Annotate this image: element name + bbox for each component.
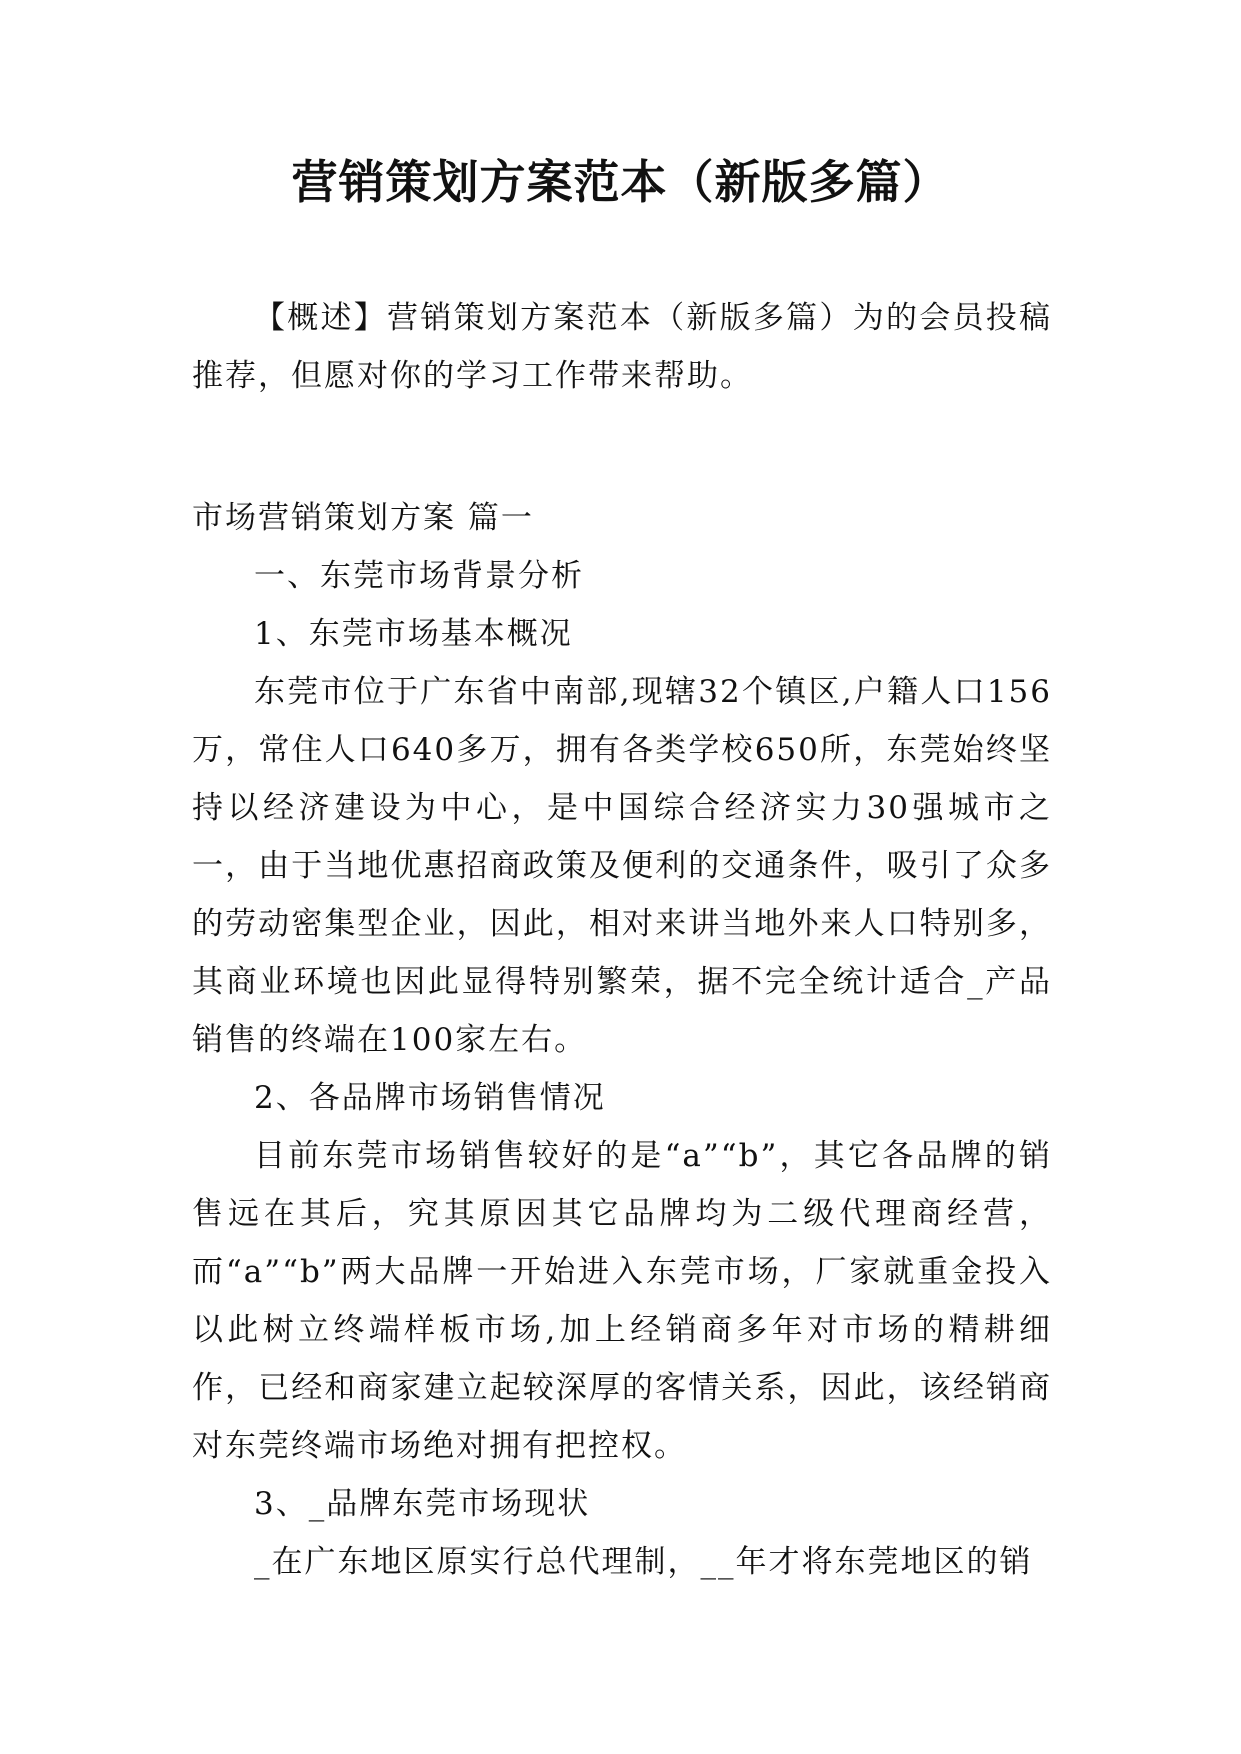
heading-market-overview: 1、东莞市场基本概况 [254,616,573,652]
heading-brand-sales: 2、各品牌市场销售情况 [254,1080,606,1116]
paragraph-gap [192,405,1052,489]
document-body [192,289,1052,1591]
paragraph-brand-sales: 目前东莞市场销售较好的是“a”“b”，其它各品牌的销售远在其后，究其原因其它品牌均为二级代理商经营，而“a”“b”两大品牌一开始进入东莞市场，厂家就重金投入以此树立终端样板市场,加上经销商多年对市场的精耕细作，已经和商家建立起较深厚的客情关系，因此，该经销商对东莞终端市场绝对拥有把控权。 [192,1138,1052,1464]
document-title: 营销策划方案范本（新版多篇） [291,155,950,209]
paragraph-brand-status: _在广东地区原实行总代理制，__年才将东莞地区的销 [254,1544,1033,1580]
heading-market-background: 一、东莞市场背景分析 [254,558,584,594]
summary-paragraph: 【概述】营销策划方案范本（新版多篇）为的会员投稿推荐，但愿对你的学习工作带来帮助。 [192,300,1052,394]
paragraph-market-overview: 东莞市位于广东省中南部,现辖32个镇区,户籍人口156万，常住人口640多万，拥有各类学校650所，东莞始终坚持以经济建设为中心，是中国综合经济实力30强城市之一，由于当地优惠招商政策及便利的交通条件，吸引了众多的劳动密集型企业，因此，相对来讲当地外来人口特别多，其商业环境也因此显得特别繁荣，据不完全统计适合_产品销售的终端在100家左右。 [192,674,1052,1058]
heading-brand-status: 3、_品牌东莞市场现状 [254,1486,591,1522]
section-heading: 市场营销策划方案 篇一 [192,500,534,536]
